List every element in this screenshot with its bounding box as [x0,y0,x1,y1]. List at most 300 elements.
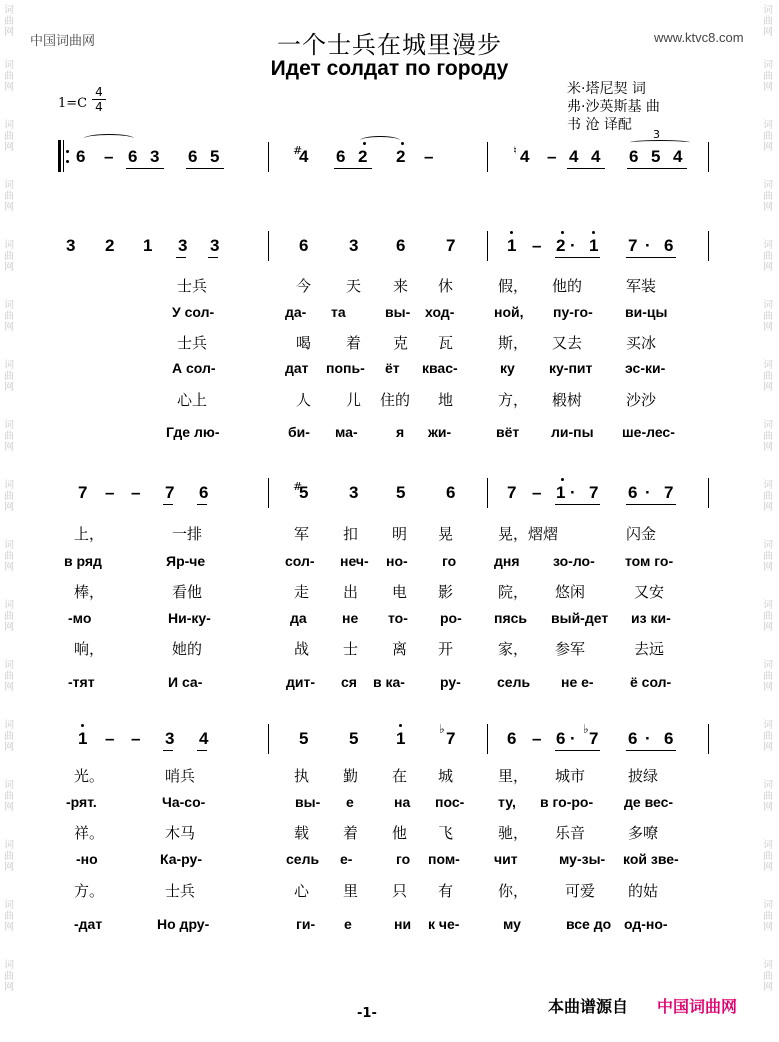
note: 4 [569,147,579,166]
note: 1 [556,483,566,502]
eighth-underline [197,750,207,751]
lyric: 晃，熠熠 [498,525,559,543]
note: 1 [589,236,599,255]
lyric-ru: пос- [435,794,465,810]
lyricist-credit: 米·塔尼契 词 [567,81,646,97]
watermark-left-8: 词曲网 [4,420,14,453]
watermark-left-2: 词曲网 [4,60,14,93]
key-signature: 1=C [58,96,88,111]
lyric: 来 [393,277,409,295]
lyric-ru: -мо [68,610,92,626]
lyric: 电 [392,583,408,601]
natural-accidental: ♮ [513,144,517,157]
lyric-ru: И са- [168,674,203,690]
lyric: 买冰 [626,334,657,352]
watermark-left-15: 词曲网 [4,840,14,873]
lyric-ru: У сол- [172,304,215,320]
lyric: 里 [343,882,359,900]
lyric: 哨兵 [165,767,196,785]
time-signature [92,86,106,113]
note: 4 [199,729,209,748]
watermark-left-9: 词曲网 [4,480,14,513]
lyric: 士兵 [165,882,196,900]
lyric-ru: е [344,916,352,932]
lyric: 明 [392,525,408,543]
dash: – [532,729,542,748]
sharp-accidental: # [293,144,303,157]
lyric: 披绿 [628,767,659,785]
lyric: 心 [294,882,310,900]
lyric-ru: дат [285,360,309,376]
note: 1 [507,236,517,255]
lyric: 又去 [552,334,583,352]
lyric: 上， [74,525,105,543]
lyric: 一排 [172,525,203,543]
high-octave-dot [510,231,513,234]
lyric: 城 [438,767,454,785]
note: 7 [78,483,88,502]
note: 3 [349,236,359,255]
dash: – [424,147,434,166]
lyric-ru: е [346,794,354,810]
barline [487,231,488,261]
lyric-ru: ли-пы [551,424,594,440]
lyric: 影 [438,583,454,601]
lyric-ru: ё сол- [630,674,672,690]
lyric: 住的 [380,391,411,409]
lyric-ru: ной, [494,304,524,320]
note: 6 [128,147,138,166]
note: 3 [210,236,220,255]
barline [487,142,488,172]
lyric-ru: в ряд [64,553,102,569]
note: 6 [556,729,566,748]
lyric-ru: вый-дет [551,610,609,626]
lyric-ru: том го- [625,553,674,569]
lyric-ru: ма- [335,424,358,440]
lyric-ru: ни [394,916,412,932]
dash: – [547,147,557,166]
lyric-ru: ход- [425,304,455,320]
lyric: 瓦 [438,334,454,352]
watermark-left-14: 词曲网 [4,780,14,813]
time-signature-bottom: 4 [95,100,103,114]
watermark-right-10: 词曲网 [763,540,773,573]
note: 2 [556,236,566,255]
watermark-left-16: 词曲网 [4,900,14,933]
note: 5 [396,483,406,502]
lyric: 光。 [74,767,105,785]
watermark-right-4: 词曲网 [763,180,773,213]
lyric-ru: -но [76,851,98,867]
note: 6 [336,147,346,166]
dash: – [105,729,115,748]
lyric: 他 [392,824,408,842]
watermark-right-7: 词曲网 [763,360,773,393]
lyric-ru: Но дру- [157,916,210,932]
lyric: 开 [438,640,454,658]
eighth-underline [555,504,600,505]
watermark-left-13: 词曲网 [4,720,14,753]
dash: – [532,236,542,255]
lyric: 晃 [438,525,454,543]
lyric-ru: Ка-ру- [160,851,202,867]
lyric-ru: сол- [285,553,315,569]
lyric: 乐音 [555,824,586,842]
repeat-dot-lower [66,160,69,163]
lyric-ru: та [331,304,346,320]
eighth-underline [626,750,676,751]
lyric: 椴树 [552,391,583,409]
note: 5 [210,147,220,166]
note: 7 [446,236,456,255]
barline [268,478,269,508]
note: 5 [651,147,661,166]
lyric-ru: я [396,424,405,440]
dash: – [532,483,542,502]
triplet-mark: 3 [653,128,660,141]
watermark-right-9: 词曲网 [763,480,773,513]
lyric-ru: не [342,610,359,626]
lyric: 方， [498,391,529,409]
site-url-right[interactable]: www.ktvc8.com [654,30,744,45]
lyric-ru: ру- [440,674,461,690]
watermark-right-15: 词曲网 [763,840,773,873]
watermark-right-16: 词曲网 [763,900,773,933]
lyric-ru: чит [494,851,518,867]
lyric-ru: пом- [428,851,460,867]
note: 5 [349,729,359,748]
watermark-right-14: 词曲网 [763,780,773,813]
lyric-ru: Где лю- [166,424,220,440]
lyric: 悠闲 [555,583,586,601]
dot-mark: · [570,236,576,255]
high-octave-dot [401,142,404,145]
lyric: 响， [74,640,105,658]
lyric-ru: го [396,851,411,867]
lyric: 克 [393,334,409,352]
dot-mark: · [570,729,576,748]
lyric: 着 [343,824,359,842]
lyric: 战 [294,640,310,658]
lyric: 扣 [343,525,359,543]
lyric: 休 [438,277,454,295]
lyric-ru: ку-пит [549,360,593,376]
site-name-left[interactable]: 中国词曲网 [30,34,96,49]
note: 5 [299,729,309,748]
watermark-left-1: 词曲网 [4,5,14,38]
lyric-ru: ку [500,360,515,376]
watermark-right-8: 词曲网 [763,420,773,453]
lyric-ru: Ни-ку- [168,610,211,626]
eighth-underline [626,257,676,258]
note: 6 [628,729,638,748]
eighth-underline [567,168,605,169]
dot-mark: · [645,236,651,255]
high-octave-dot [363,142,366,145]
lyric-ru: ся [341,674,357,690]
note: 1 [78,729,88,748]
lyric-ru: ви-цы [625,304,668,320]
eighth-underline [555,750,600,751]
note: 7 [507,483,517,502]
high-octave-dot [81,724,84,727]
footer-source-site[interactable]: 中国词曲网 [657,997,738,1016]
eighth-underline [126,168,164,169]
lyric-ru: е- [340,851,353,867]
dash: – [131,483,141,502]
lyric-ru: но- [386,553,408,569]
lyric-ru: -рят. [66,794,97,810]
lyric: 他的 [552,277,583,295]
lyric: 离 [392,640,408,658]
lyric-ru: квас- [422,360,458,376]
lyric-ru: жи- [428,424,452,440]
tie-arc [84,134,134,143]
lyric-ru: в ка- [373,674,405,690]
eighth-underline [334,168,372,169]
repeat-dot-upper [66,150,69,153]
note: 3 [165,729,175,748]
eighth-underline [176,257,186,258]
lyric-ru: вы- [385,304,411,320]
lyric: 心上 [177,391,208,409]
lyric-ru: да [290,610,307,626]
watermark-right-5: 词曲网 [763,240,773,273]
flat-accidental: ♭ [583,722,589,736]
watermark-left-17: 词曲网 [4,960,14,993]
lyric: 棒， [74,583,105,601]
lyric: 载 [294,824,310,842]
note: 7 [664,483,674,502]
lyric: 在 [392,767,408,785]
lyric: 执 [294,767,310,785]
dot-mark: · [645,483,651,502]
lyric-ru: не е- [561,674,594,690]
lyric-ru: ше-лес- [622,424,675,440]
lyric-ru: од-но- [624,916,668,932]
lyric-ru: Ча-со- [162,794,206,810]
lyric: 多嘹 [628,824,659,842]
lyric: 军装 [626,277,657,295]
lyric-ru: да- [285,304,307,320]
note: 6 [299,236,309,255]
lyric: 木马 [165,824,196,842]
lyric: 家， [498,640,529,658]
lyric: 你， [498,882,529,900]
note: 7 [589,483,599,502]
high-octave-dot [592,231,595,234]
sharp-accidental: # [293,480,303,493]
watermark-right-12: 词曲网 [763,660,773,693]
dash: – [131,729,141,748]
note: 4 [520,147,530,166]
lyric-ru: попь- [326,360,365,376]
lyric: 她的 [172,640,203,658]
eighth-underline [626,504,676,505]
lyric: 士兵 [177,334,208,352]
lyric: 儿 [346,391,362,409]
lyric-ru: сель [497,674,531,690]
arranger-credit: 书 沧 译配 [567,117,632,133]
song-title-russian: Идет солдат по городу [270,57,509,80]
lyric: 有 [438,882,454,900]
note: 7 [589,729,599,748]
note: 6 [396,236,406,255]
eighth-underline [627,168,687,169]
footer-source-label: 本曲谱源自 [548,997,629,1016]
repeat-barline [58,140,61,172]
watermark-left-3: 词曲网 [4,120,14,153]
watermark-left-7: 词曲网 [4,360,14,393]
note: 6 [199,483,209,502]
lyric: 只 [392,882,408,900]
lyric-ru: то- [388,610,408,626]
lyric-ru: ту, [498,794,516,810]
lyric: 士 [343,640,359,658]
watermark-left-10: 词曲网 [4,540,14,573]
lyric-ru: А сол- [172,360,216,376]
lyric: 参军 [555,640,586,658]
lyric-ru: все до [566,916,612,932]
lyric: 去远 [634,640,665,658]
lyric: 地 [438,391,454,409]
note: 6 [629,147,639,166]
dot-mark: · [570,483,576,502]
lyric: 天 [346,277,362,295]
lyric-ru: зо-ло- [553,553,595,569]
note: 3 [150,147,160,166]
lyric-ru: Яр-че [166,553,206,569]
barline [268,231,269,261]
barline [268,724,269,754]
lyric-ru: вёт [496,424,520,440]
note: 5 [299,483,309,502]
high-octave-dot [561,231,564,234]
dash: – [104,147,114,166]
eighth-underline [197,504,207,505]
lyric: 喝 [296,334,312,352]
eighth-underline [163,750,173,751]
lyric: 斯， [498,334,529,352]
lyric: 走 [294,583,310,601]
lyric-ru: го [442,553,457,569]
note: 4 [673,147,683,166]
watermark-right-3: 词曲网 [763,120,773,153]
lyric: 沙沙 [626,391,657,409]
note: 7 [628,236,638,255]
lyric: 城市 [555,767,586,785]
lyric-ru: дит- [286,674,316,690]
note: 6 [446,483,456,502]
lyric: 假， [498,277,529,295]
flat-accidental: ♭ [439,722,445,736]
watermark-left-11: 词曲网 [4,600,14,633]
lyric-ru: ёт [385,360,400,376]
eighth-underline [186,168,224,169]
note: 6 [76,147,86,166]
lyric-ru: пясь [494,610,528,626]
lyric-ru: в го-ро- [540,794,594,810]
dot-mark: · [645,729,651,748]
barline [708,231,709,261]
note: 1 [396,729,406,748]
note: 3 [66,236,76,255]
lyric-ru: на [394,794,411,810]
watermark-right-1: 词曲网 [763,5,773,38]
lyric: 人 [296,391,312,409]
triplet-bracket [630,140,690,145]
dash: – [105,483,115,502]
lyric: 看他 [172,583,203,601]
note: 7 [165,483,175,502]
page-number: -1- [357,1006,377,1021]
lyric-ru: -тят [68,674,95,690]
watermark-right-13: 词曲网 [763,720,773,753]
lyric-ru: эс-ки- [625,360,666,376]
lyric: 院， [498,583,529,601]
lyric: 闪金 [626,525,657,543]
watermark-right-17: 词曲网 [763,960,773,993]
watermark-left-12: 词曲网 [4,660,14,693]
note: 6 [507,729,517,748]
lyric: 军 [294,525,310,543]
note: 6 [664,236,674,255]
eighth-underline [555,257,600,258]
lyric-ru: би- [288,424,310,440]
high-octave-dot [561,478,564,481]
lyric: 可爱 [565,882,596,900]
watermark-right-2: 词曲网 [763,60,773,93]
lyric: 飞 [438,824,454,842]
lyric: 又安 [634,583,665,601]
lyric: 方。 [74,882,105,900]
eighth-underline [163,504,173,505]
lyric: 士兵 [177,277,208,295]
eighth-underline [208,257,218,258]
composer-credit: 弗·沙英斯基 曲 [567,99,660,115]
tie-arc [360,136,400,145]
time-signature-top: 4 [95,85,103,99]
lyric-ru: из ки- [631,610,671,626]
lyric: 着 [346,334,362,352]
lyric-ru: му [503,916,521,932]
lyric: 勤 [343,767,359,785]
lyric-ru: му-зы- [559,851,606,867]
barline [268,142,269,172]
barline [708,478,709,508]
barline [708,724,709,754]
watermark-left-4: 词曲网 [4,180,14,213]
barline [708,142,709,172]
lyric: 出 [343,583,359,601]
note: 6 [664,729,674,748]
note: 3 [349,483,359,502]
lyric: 祥。 [74,824,105,842]
repeat-barline-thin [63,140,64,172]
note: 2 [358,147,368,166]
note: 7 [446,729,456,748]
lyric-ru: кой зве- [623,851,679,867]
watermark-left-5: 词曲网 [4,240,14,273]
note: 2 [396,147,406,166]
watermark-right-11: 词曲网 [763,600,773,633]
barline [487,478,488,508]
lyric-ru: ро- [440,610,462,626]
note: 1 [143,236,153,255]
lyric: 驰， [498,824,529,842]
lyric-ru: к че- [428,916,460,932]
